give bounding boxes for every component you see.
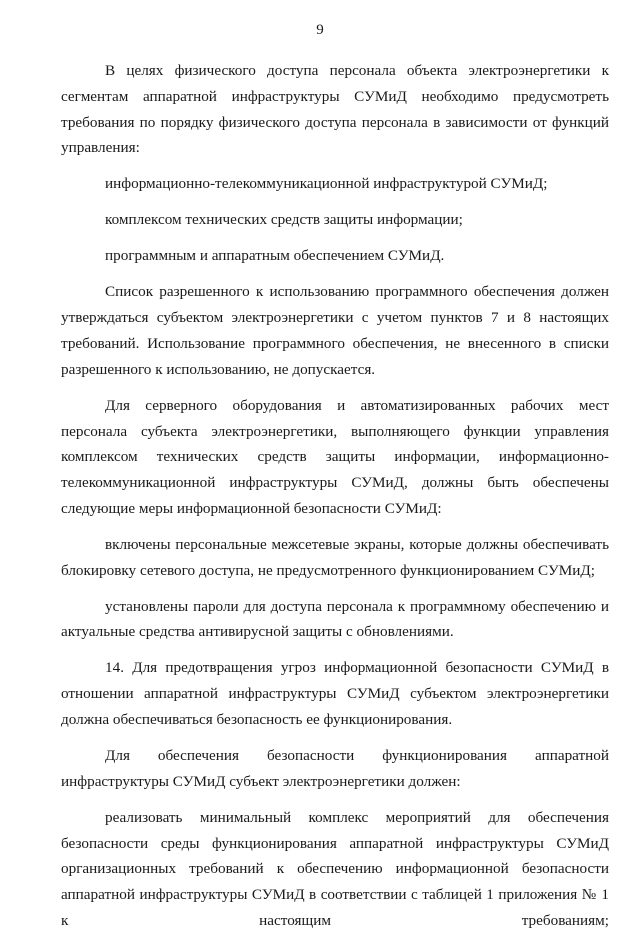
paragraph-server-measures: Для серверного оборудования и автоматизированных рабочих мест персонала субъекта электроэнергетики, выполняющего функции управления комплексом технических средств защиты информации, информационно-телекоммуникационной инфраструктуры СУМиД, должны быть обеспечены следующие меры информационной безопасности СУМиД: [61, 396, 609, 517]
paragraph-security-obligations: Для обеспечения безопасности функционирования аппаратной инфраструктуры СУМиД субъект электроэнергетики должен: [61, 747, 609, 790]
list-item-telecom-infrastructure: информационно-телекоммуникационной инфраструктурой СУМиД; [105, 175, 548, 193]
paragraph-allowed-software: Список разрешенного к использованию программного обеспечения должен утверждаться субъектом электроэнергетики с учетом пунктов 7 и 8 настоящих требований. Использование программного обеспечения, не внесенного в списки разрешенного к использованию, не допускается. [61, 283, 609, 378]
list-item-software-hardware: программным и аппаратным обеспечением СУМиД. [105, 247, 445, 265]
list-item-minimal-measures: реализовать минимальный комплекс мероприятий для обеспечения безопасности среды функционирования аппаратной инфраструктуры СУМиД организационных требований к обеспечению информационной безопасности аппаратной инфраструктуры СУМиД в соответствии с таблицей 1 приложения № 1 к настоящим требованиям; [61, 808, 609, 929]
list-item-passwords-antivirus: установлены пароли для доступа персонала к программному обеспечению и актуальные средства антивирусной защиты с обновлениями. [61, 597, 609, 641]
list-item-security-tools: комплексом технических средств защиты информации; [105, 211, 463, 229]
page-number: 9 [316, 22, 324, 38]
paragraph-item-14: 14. Для предотвращения угроз информационной безопасности СУМиД в отношении аппаратной инфраструктуры СУМиД субъектом электроэнергетики должна обеспечиваться безопасность ее функционирования. [61, 659, 609, 729]
paragraph-physical-access: В целях физического доступа персонала объекта электроэнергетики к сегментам аппаратной инфраструктуры СУМиД необходимо предусмотреть требования по порядку физического доступа персонала в зависимости от функций управления: [61, 62, 609, 157]
document-body [61, 58, 609, 944]
list-item-firewalls: включены персональные межсетевые экраны, которые должны обеспечивать блокировку сетевого доступа, не предусмотренного функционированием СУМиД; [61, 535, 609, 579]
